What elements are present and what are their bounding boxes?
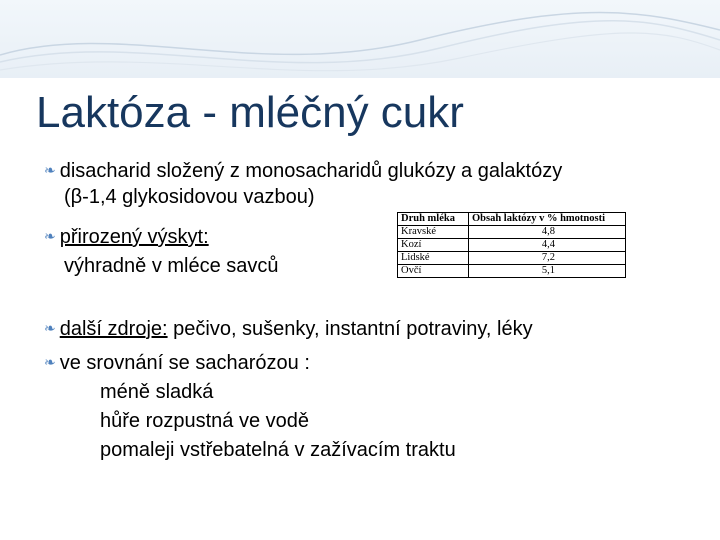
bullet-continuation: (β-1,4 glykosidovou vazbou) [64, 186, 315, 208]
table-row [398, 226, 626, 239]
bullet-continuation: výhradně v mléce savců [64, 255, 279, 277]
table-header-cell: Obsah laktózy v % hmotnosti [469, 213, 626, 226]
bullet-swirl-icon: ❧ [44, 320, 56, 336]
table-cell-lactose: 4,8 [469, 226, 626, 239]
wave-lines-decoration [0, 0, 720, 78]
bullet-label: další zdroje: [59, 318, 168, 340]
table-cell-milk-type: Kravské [398, 226, 469, 239]
table-cell-lactose: 7,2 [469, 252, 626, 265]
table-row [398, 265, 626, 278]
bullet-comparison [44, 352, 310, 375]
table-header-cell: Druh mléka [398, 213, 469, 226]
table-cell-milk-type: Kozí [398, 239, 469, 252]
sub-item: hůře rozpustná ve vodě [100, 410, 310, 432]
bullet-text: ve srovnání se sacharózou : [59, 352, 310, 374]
sub-item: pomaleji vstřebatelná v zažívacím traktu [100, 439, 456, 461]
table-header-row [398, 213, 626, 226]
bullet-swirl-icon: ❧ [44, 354, 56, 370]
table-cell-milk-type: Ovčí [398, 265, 469, 278]
bullet-text: pečivo, sušenky, instantní potraviny, léky [167, 318, 533, 340]
bullet-swirl-icon: ❧ [44, 162, 56, 178]
bullet-swirl-icon: ❧ [44, 228, 56, 244]
table-cell-lactose: 5,1 [469, 265, 626, 278]
bullet-natural-occurrence [44, 226, 209, 249]
table-row [398, 239, 626, 252]
lactose-content-table [397, 212, 626, 278]
bullet-other-sources [44, 318, 533, 341]
bullet-label: přirozený výskyt: [59, 226, 209, 248]
bullet-disacharid [44, 160, 562, 183]
sub-item: méně sladká [100, 381, 214, 403]
table-cell-lactose: 4,4 [469, 239, 626, 252]
table-cell-milk-type: Lidské [398, 252, 469, 265]
bullet-text: disacharid složený z monosacharidů glukózy a galaktózy [59, 160, 563, 182]
slide-title: Laktóza - mléčný cukr [36, 88, 464, 137]
table-row [398, 252, 626, 265]
decorative-header-band [0, 0, 720, 78]
